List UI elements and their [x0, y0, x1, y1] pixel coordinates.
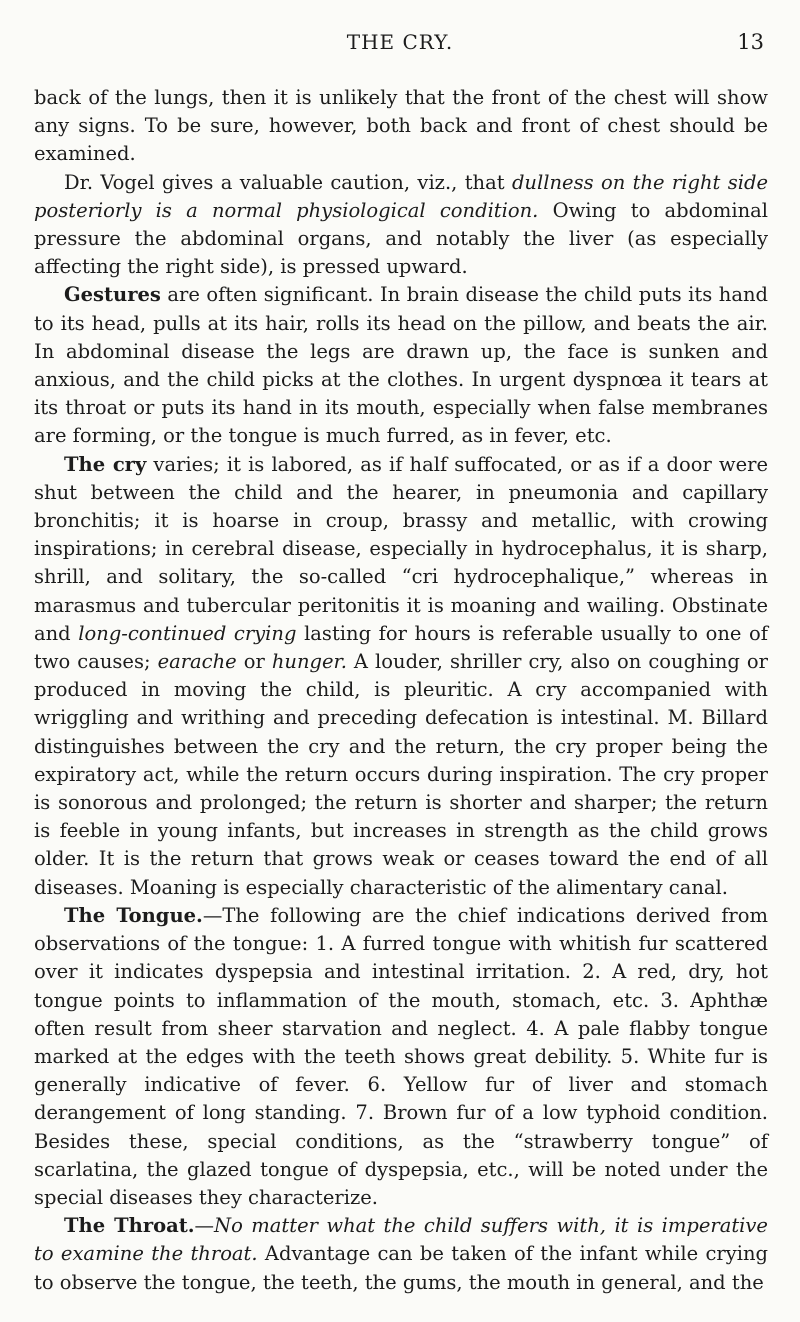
running-head: THE CRY.: [346, 30, 454, 54]
bold-run: The Throat.: [64, 1214, 195, 1238]
text-run: varies; it is labored, as if half suffocated, or as if a door were shut between the child and the hearer, in pneumonia and capillary bronchitis; it is hoarse in croup, brassy and metallic, with crowing inspirations; in cerebral disease, especially in hydrocephalus, it is sharp, shrill, and solitary, the so-called “cri hydrocephalique,” whereas in marasmus and tubercular peritonitis it is moaning and wailing. Obstinate and: [34, 452, 768, 645]
page-header: [0, 30, 800, 60]
italic-run: No matter what the child suffers with, it is imperative to examine the throat.: [34, 1214, 768, 1266]
bold-run: The Tongue.: [64, 903, 203, 927]
text-run: or: [236, 650, 272, 674]
text-run: Advantage can be taken of the infant while crying to observe the tongue, the teeth, the gums, the mouth in general, and the: [34, 1242, 768, 1294]
paragraph-vogel-caution: [34, 169, 768, 282]
text-run: A louder, shriller cry, also on coughing or produced in moving the child, is pleuritic. A cry accompanied with wriggling and writhing and preceding defecation is intestinal. M. Billard distinguishes between the cry and the return, the cry proper being the expiratory act, while the return occurs during inspiration. The cry proper is sonorous and prolonged; the return is shorter and sharper; the return is feeble in young infants, but increases in strength as the child grows older. It is the return that grows weak or ceases toward the end of all diseases. Moaning is especially characteristic of the alimentary canal.: [34, 650, 768, 899]
paragraph-gestures: [34, 281, 768, 450]
bold-run: The cry: [64, 452, 147, 476]
body-text: [34, 84, 768, 1297]
text-run: —The following are the chief indications derived from observations of the tongue: 1. A furred tongue with whitish fur scattered over it indicates dyspepsia and intestinal irritation. 2. A red, dry, hot tongue points to inflammation of the mouth, stomach, etc. 3. Aphthæ often result from sheer starvation and neglect. 4. A pale flabby tongue marked at the edges with the teeth shows great debility. 5. White fur is generally indicative of fever. 6. Yellow fur of liver and stomach derangement of long standing. 7. Brown fur of a low typhoid condition. Besides these, special conditions, as the “strawberry tongue” of scarlatina, the glazed tongue of dyspepsia, etc., will be noted under the special diseases they characterize.: [34, 903, 768, 1209]
paragraph-the-throat: [34, 1212, 768, 1297]
italic-run: earache: [157, 650, 237, 674]
page-number: 13: [737, 30, 764, 54]
italic-run: long-continued crying: [78, 621, 297, 645]
italic-run: dullness on the right side posteriorly is a normal physiological condition.: [34, 170, 768, 222]
text-run: Dr. Vogel gives a valuable caution, viz., that: [64, 170, 512, 194]
paragraph-the-cry: [34, 451, 768, 902]
text-run: lasting for hours is referable usually to one of two causes;: [34, 621, 769, 674]
text-run: back of the lungs, then it is unlikely that the front of the chest will show any signs. To be sure, however, both back and front of chest should be examined.: [34, 86, 768, 166]
paragraph-lungs: [34, 84, 768, 169]
italic-run: hunger.: [271, 650, 347, 674]
text-run: Owing to abdominal pressure the abdominal organs, and notably the liver (as especially affecting the right side), is pressed upward.: [34, 198, 768, 279]
paragraph-the-tongue: [34, 902, 768, 1212]
bold-run: Gestures: [64, 283, 161, 307]
text-run: are often significant. In brain disease the child puts its hand to its head, pulls at its hair, rolls its head on the pillow, and beats the air. In abdominal disease the legs are drawn up, the face is sunken and anxious, and the child picks at the clothes. In urgent dyspnœa it tears at its throat or puts its hand in its mouth, especially when false membranes are forming, or the tongue is much furred, as in fever, etc.: [34, 283, 768, 448]
text-run: —: [194, 1214, 215, 1238]
